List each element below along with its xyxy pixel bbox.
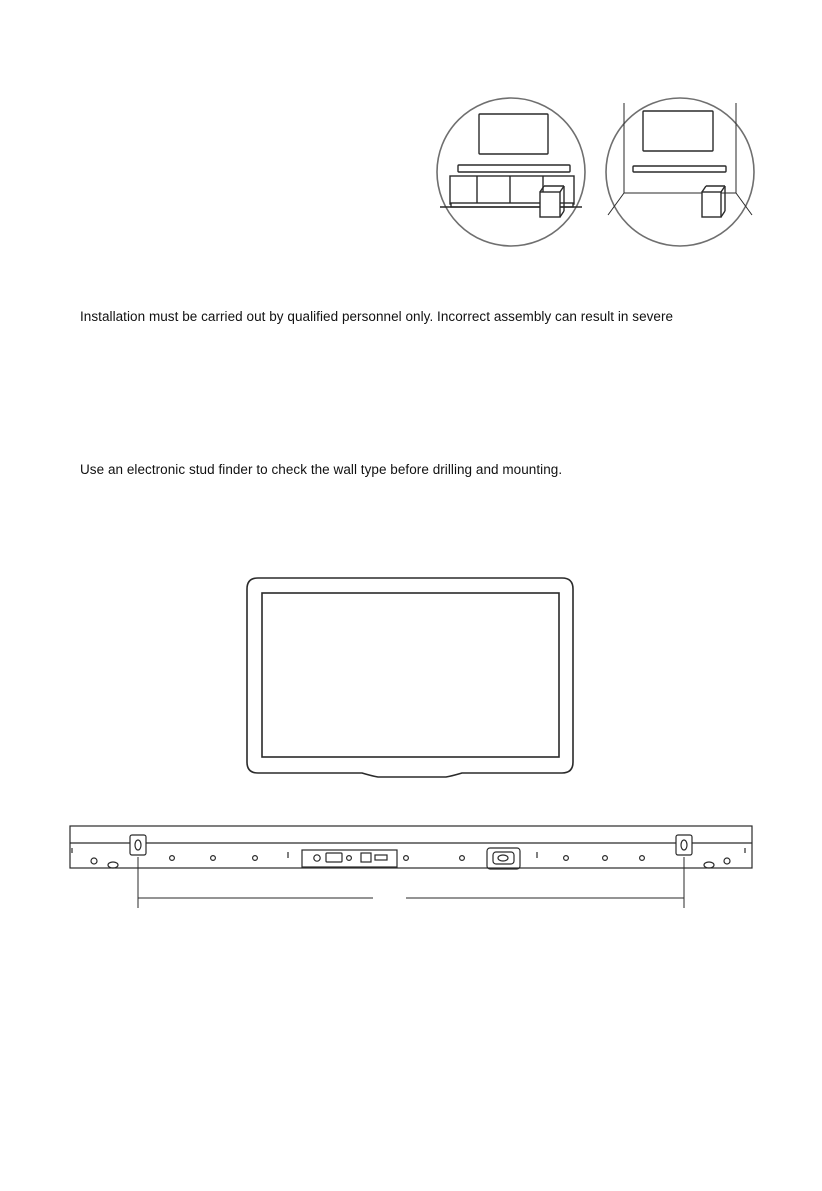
left-wall-bracket-icon bbox=[130, 835, 146, 855]
bracket-spacing-dimension bbox=[138, 857, 684, 908]
soundbar-rear-view bbox=[70, 826, 752, 869]
soundbar-icon bbox=[633, 166, 726, 172]
installation-warning-text: Installation must be carried out by qualified personnel only. Incorrect assembly can result in severe bbox=[80, 309, 674, 324]
stud-finder-note-text: Use an electronic stud finder to check the wall type before drilling and mounting. bbox=[80, 462, 563, 477]
power-socket-icon bbox=[487, 848, 520, 869]
speaker-icon bbox=[540, 192, 560, 217]
cabinet-placement-icon bbox=[437, 98, 585, 246]
wall-placement-icon bbox=[606, 98, 754, 246]
tv-icon bbox=[643, 111, 713, 151]
tv-screen bbox=[262, 593, 559, 757]
soundbar-icon bbox=[458, 165, 570, 172]
placement-illustrations bbox=[0, 0, 822, 260]
connector-panel-icon bbox=[302, 850, 397, 867]
right-wall-bracket-icon bbox=[676, 835, 692, 855]
tv-icon bbox=[479, 114, 548, 154]
speaker-icon bbox=[702, 192, 721, 217]
